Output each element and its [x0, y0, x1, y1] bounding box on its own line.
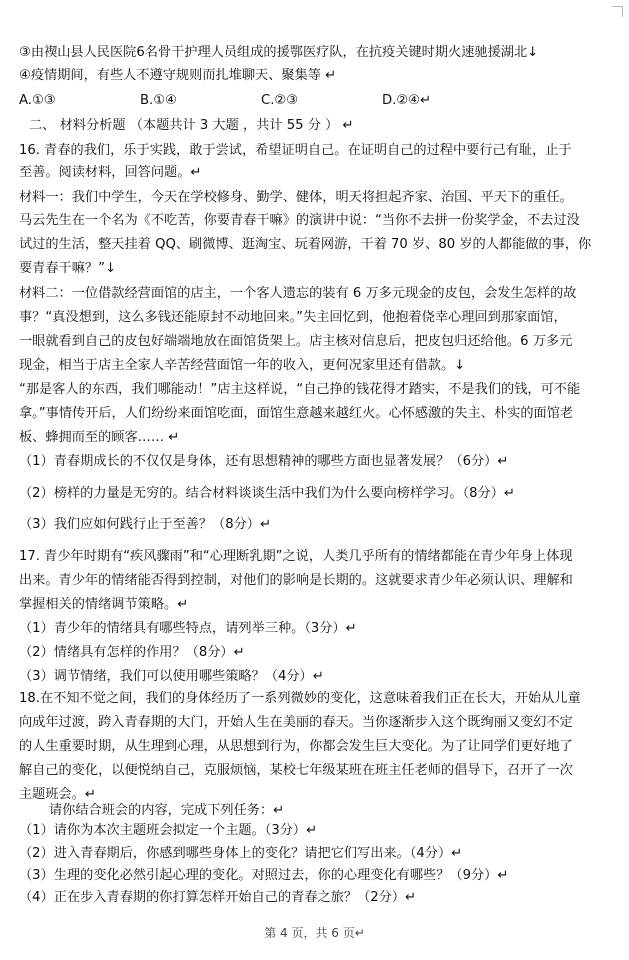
- text-line: 马云先生在一个名为《不吃苦，你要青春干嘛》的演讲中说：“当你不去拼一份奖学金，不去过没: [19, 213, 580, 228]
- text-line: （3）我们应如何践行止于至善？（8分）↵: [19, 517, 272, 532]
- text-line: （4）正在步入青春期的你打算怎样开始自己的青春之旅？（2分）↵: [19, 890, 417, 905]
- text-line: 要青春干嘛？”↓: [19, 261, 117, 276]
- text-line: “那是客人的东西，我们哪能动！”店主这样说，“自己挣的钱花得才踏实，不是我们的钱，可不能: [19, 382, 581, 397]
- text-line: 出来。青少年的情绪能否得到控制，对他们的影响是长期的。这就要求青少年必须认识、理解和: [19, 573, 573, 588]
- text-line: 至善。阅读材料，回答问题。↵: [19, 165, 202, 180]
- text-line: 解自己的变化，以便悦纳自己，克服烦恼，某校七年级某班在班主任老师的倡导下，召开了一次: [19, 763, 573, 778]
- text-line: 拿。”事情传开后，人们纷纷来面馆吃面，面馆生意越来越红火。心怀感激的失主、朴实的面馆老: [19, 406, 574, 421]
- option-a: A.①③: [19, 93, 56, 108]
- text-line: ④疫情期间，有些人不遵守规则而扎堆聊天、聚集等 ↵: [19, 68, 337, 83]
- text-line: （1）青春期成长的不仅仅是身体，还有思想精神的哪些方面也显著发展？（6分）↵: [19, 454, 509, 469]
- text-line: （1）请你为本次主题班会拟定一个主题。（3分）↵: [19, 823, 318, 838]
- text-line: （3）生理的变化必然引起心理的变化。对照过去，你的心理变化有哪些？（9分）↵: [19, 868, 509, 883]
- text-line: （2）进入青春期后，你感到哪些身体上的变化？请把它们写出来。（4分）↵: [19, 846, 463, 861]
- text-line: 16. 青春的我们，乐于实践，敢于尝试，希望证明自己。在证明自己的过程中要行己有耻，止于: [19, 143, 572, 158]
- text-line: 17. 青少年时期有“疾风骤雨”和“心理断乳期”之说，人类几乎所有的情绪都能在青少年身上体现: [19, 549, 573, 564]
- text-line: 现金，相当于店主全家人辛苦经营面馆一年的收入，更何况家里还有借款。↓: [19, 358, 466, 373]
- text-line: （2）榜样的力量是无穷的。结合材料谈谈生活中我们为什么要向榜样学习。（8分）↵: [19, 486, 515, 501]
- text-line: 的人生重要时期，从生理到心理，从思想到行为，你都会发生巨大变化。为了让同学们更好地了: [19, 739, 573, 754]
- text-line: 二、 材料分析题 （本题共计 3 大题 ，共计 55 分 ） ↵: [29, 118, 354, 133]
- page-corner-mark: [612, 6, 623, 17]
- text-line: 向成年过渡，跨入青春期的大门，开始人生在美丽的春天。当你逐渐步入这个既绚丽又变幻不定: [19, 715, 573, 730]
- text-line: 材料一：我们中学生，今天在学校修身、勤学、健体，明天将担起齐家、治国、平天下的重任。: [19, 190, 573, 205]
- option-c: C.②③: [261, 93, 299, 108]
- text-line: 掌握相关的情绪调节策略。↵: [19, 597, 189, 612]
- choice-options: [19, 92, 539, 110]
- text-line: 板、蜂拥而至的顾客…… ↵: [19, 430, 180, 445]
- text-line: 事？“真没想到，这么多钱还能原封不动地回来。”失主回忆到，他抱着侥幸心理回到那家面馆，: [19, 310, 567, 325]
- text-line: （3）调节情绪，我们可以使用哪些策略？（4分）↵: [19, 669, 324, 684]
- option-b: B.①④: [140, 93, 177, 108]
- text-line: （1）青少年的情绪具有哪些特点，请列举三种。（3分）↵: [19, 621, 357, 636]
- text-line: 18.在不知不觉之间，我们的身体经历了一系列微妙的变化，这意味着我们正在长大，开始从儿童: [19, 691, 581, 706]
- text-line: ③由禊山县人民医院6名骨干护理人员组成的援鄂医疗队，在抗疫关键时期火速驰援湖北↓: [19, 45, 539, 60]
- text-line: 主题班会。↵: [19, 787, 96, 802]
- text-line: 试过的生活，整天挂着 QQ、刷微博、逛淘宝、玩着网游，干着 70 岁、80 岁的人都能做的事，你: [19, 237, 592, 252]
- text-line: 一眼就看到自己的皮包好端端地放在面馆货架上。店主核对信息后，把皮包归还给他。6 万多元: [19, 334, 573, 349]
- text-line: 材料二：一位借款经营面馆的店主，一个客人遗忘的装有 6 万多元现金的皮包，会发生怎样的故: [19, 286, 577, 301]
- text-line: （2）情绪具有怎样的作用？（8分）↵: [19, 645, 245, 660]
- page-footer: 第 4 页，共 6 页↵: [264, 926, 365, 940]
- text-line: 请你结合班会的内容，完成下列任务：↵: [49, 803, 285, 818]
- option-d: D.②④↵: [382, 93, 432, 108]
